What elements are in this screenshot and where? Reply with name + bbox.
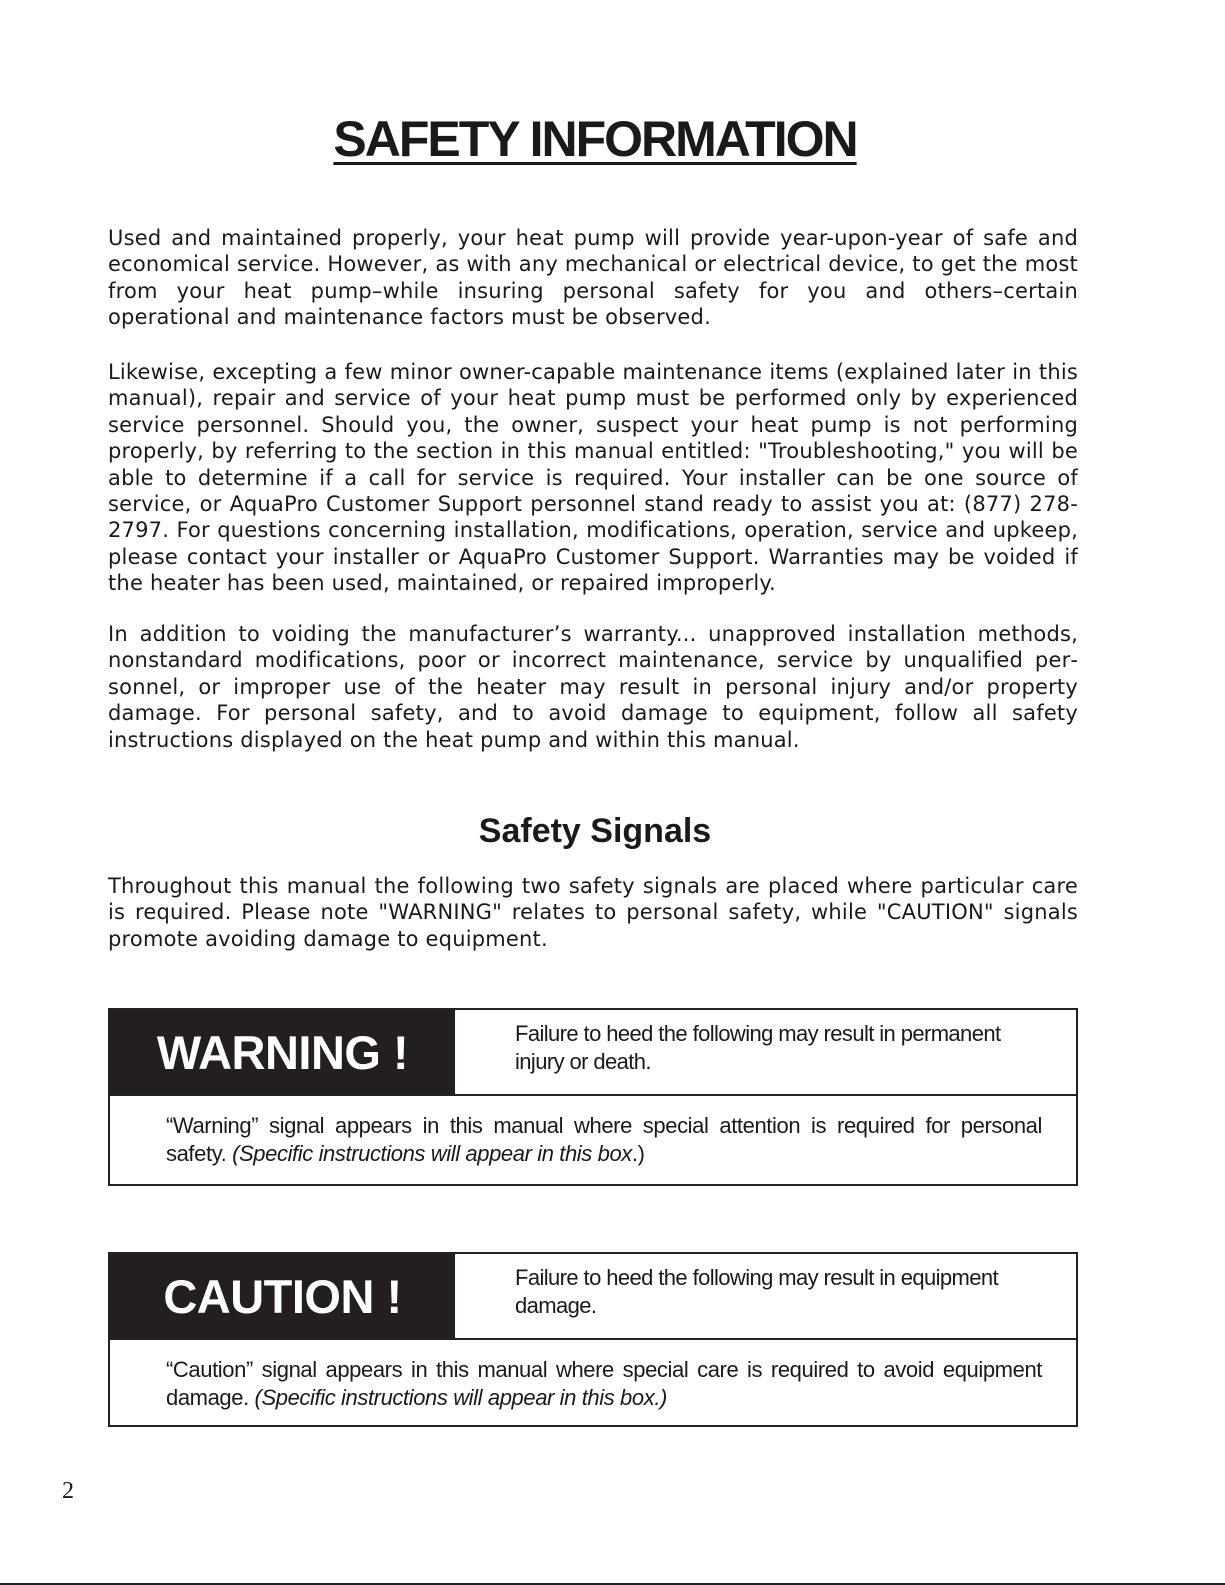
signals-intro-paragraph: Throughout this manual the following two safety signals are placed where particular care is required. Please note "WARNING" relates to personal safety, while "CAUTION" signals promote avoiding damage to equipment.	[108, 874, 1078, 951]
page-number: 2	[62, 1478, 74, 1504]
caution-short-text: Failure to heed the following may result in equipment damage.	[515, 1265, 999, 1318]
intro-paragraph-1: Used and maintained properly, your heat pump will provide year-upon-year of safe and economical service. However, as with any mechanical or electrical device, to get the most from your heat pump–while insuring personal safety for you and others–certain operational and maintenance factors must be observed.	[108, 226, 1078, 330]
section-title: Safety Signals	[478, 812, 712, 850]
warning-signal-box	[108, 1008, 1078, 1186]
warning-body-end: .)	[631, 1141, 645, 1166]
caution-signal-box	[108, 1252, 1078, 1427]
caution-body	[110, 1340, 1076, 1428]
caution-body-italic: (Specific instructions will appear in this box.)	[254, 1385, 667, 1410]
caution-body-text: “Caution” signal appears in this manual where special care is required to avoid equipment damage.	[166, 1357, 1042, 1410]
warning-body	[110, 1096, 1076, 1184]
intro-paragraph-3: In addition to voiding the manufacturer’s warranty... unapproved installation methods, nonstandard modifications, poor or incorrect maintenance, service by unqualified personnel, or improper use of the heater may result in personal injury and/or property damage. For personal safety, and to avoid damage to equipment, follow all safety instructions displayed on the heat pump and within this manual.	[108, 622, 1078, 752]
intro-paragraph-2: Likewise, excepting a few minor owner-capable maintenance items (explained later in this manual), repair and service of your heat pump must be performed only by experienced service personnel. Should you, the owner, suspect your heat pump is not performing properly, by referring to the section in this manual entitled: "Troubleshooting," you will be able to determine if a call for service is required. Your installer can be one source of service, or AquaPro Customer Support personnel stand ready to assist you at: (877) 278-2797. For questions concerning installation, modifications, operation, service and upkeep, please contact your installer or AquaPro Customer Support. Warranties may be voided if the heater has been used, maintained, or repaired improperly.	[108, 360, 1078, 596]
warning-short-text: Failure to heed the following may result in permanent injury or death.	[515, 1021, 1001, 1074]
caution-label: CAUTION !	[110, 1254, 455, 1338]
warning-body-italic: (Specific instructions will appear in this box	[232, 1141, 632, 1166]
page-title: SAFETY INFORMATION	[333, 111, 857, 167]
warning-label: WARNING !	[110, 1010, 455, 1094]
caution-header	[110, 1254, 1076, 1340]
warning-body-text: “Warning” signal appears in this manual where special attention is required for personal safety.	[166, 1113, 1042, 1166]
warning-header	[110, 1010, 1076, 1096]
